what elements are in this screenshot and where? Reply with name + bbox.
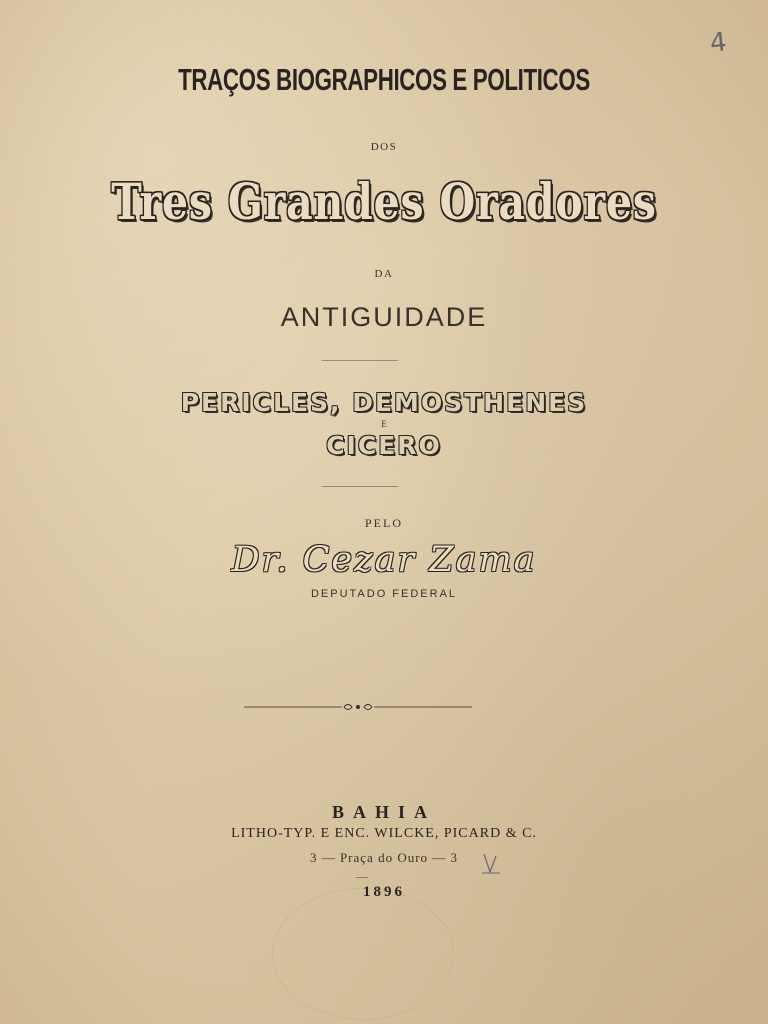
divider-rule xyxy=(322,486,398,487)
printer-address: 3 — Praça do Ouro — 3 xyxy=(309,850,459,865)
connector-da: DA xyxy=(374,268,394,280)
main-title: Tres Grandes Oradores xyxy=(111,172,657,231)
divider-rule xyxy=(322,360,398,361)
city: BAHIA xyxy=(331,802,436,822)
names-line: PERICLES, DEMOSTHENES xyxy=(180,388,588,417)
connector-dos: DOS xyxy=(370,141,398,153)
ornament-divider xyxy=(244,700,472,714)
faded-library-stamp xyxy=(272,888,454,1020)
names-last: CICERO xyxy=(326,431,442,460)
by-label: PELO xyxy=(365,516,403,530)
short-rule xyxy=(356,877,368,878)
subtitle: ANTIGUIDADE xyxy=(280,302,488,332)
connector-e: E xyxy=(381,419,387,429)
pencil-mark-icon xyxy=(480,852,502,876)
author-name: Dr. Cezar Zama xyxy=(231,540,537,580)
publication-year: 1896 xyxy=(363,884,405,900)
title-top-line: TRAÇOS BIOGRAPHICOS E POLITICOS xyxy=(178,62,590,97)
printer: LITHO-TYP. E ENC. WILCKE, PICARD & C. xyxy=(231,826,537,841)
handwritten-page-number: 4 xyxy=(708,27,729,59)
author-title: DEPUTADO FEDERAL xyxy=(310,588,458,600)
